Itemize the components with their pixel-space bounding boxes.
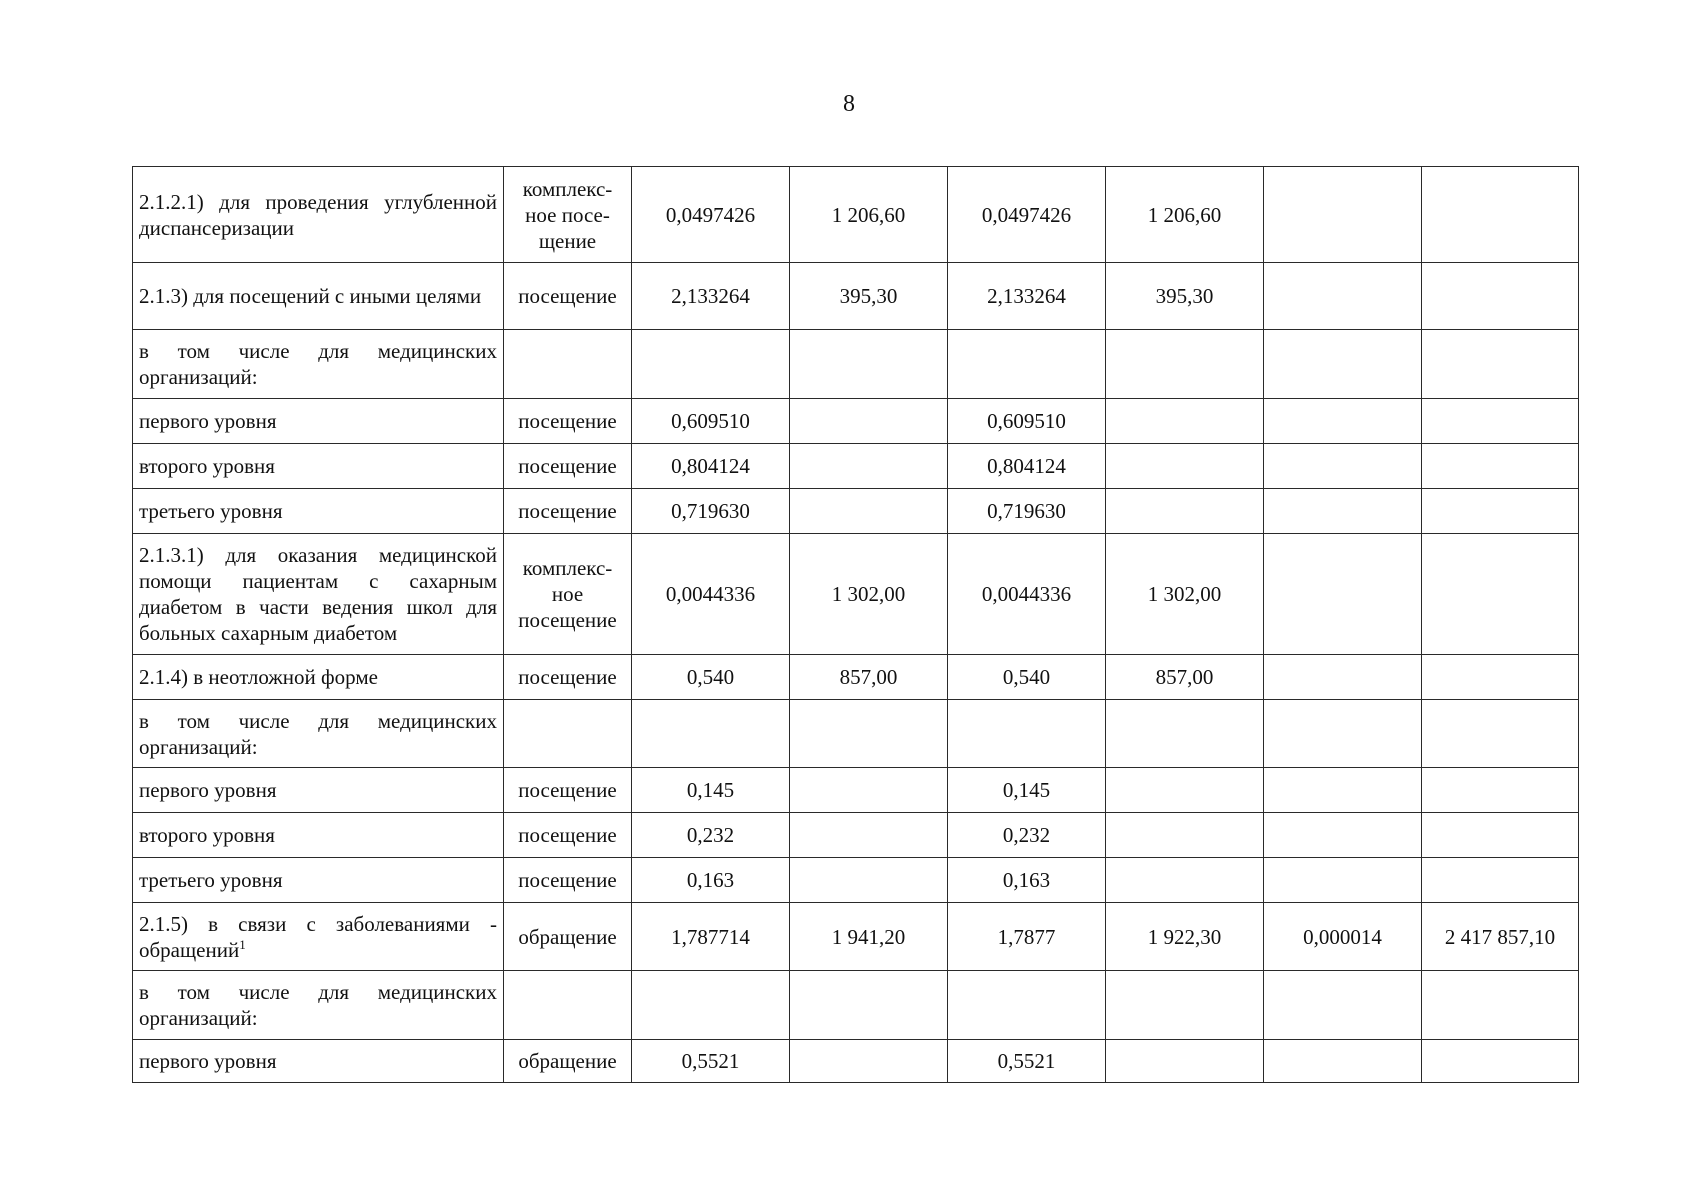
- value-cell: 1 922,30: [1106, 903, 1264, 971]
- value-cell: [1422, 399, 1579, 444]
- row-unit-cell: посещение: [504, 858, 632, 903]
- value-cell: [1106, 858, 1264, 903]
- value-cell: [1422, 700, 1579, 768]
- value-cell: [1106, 971, 1264, 1040]
- value-cell: 0,145: [632, 768, 790, 813]
- value-cell: [1106, 700, 1264, 768]
- value-cell: [1106, 768, 1264, 813]
- value-cell: [1422, 971, 1579, 1040]
- value-cell: 1 302,00: [1106, 534, 1264, 655]
- value-cell: [790, 444, 948, 489]
- table-row: [133, 700, 1579, 768]
- row-name-cell: 2.1.4) в неотложной форме: [133, 655, 504, 700]
- value-cell: 0,719630: [948, 489, 1106, 534]
- value-cell: 0,232: [948, 813, 1106, 858]
- value-cell: 0,163: [632, 858, 790, 903]
- value-cell: [1264, 399, 1422, 444]
- value-cell: 0,5521: [632, 1040, 790, 1083]
- value-cell: [790, 858, 948, 903]
- value-cell: 0,804124: [632, 444, 790, 489]
- value-cell: [790, 330, 948, 399]
- value-cell: [1264, 858, 1422, 903]
- value-cell: [1422, 534, 1579, 655]
- row-name-cell: в том числе для медицинских организаций:: [133, 330, 504, 399]
- row-name-text: 2.1.5) в связи с заболеваниями - обращений: [139, 911, 497, 962]
- value-cell: [1422, 655, 1579, 700]
- row-unit-cell: посещение: [504, 444, 632, 489]
- value-cell: [1106, 330, 1264, 399]
- table-row: [133, 444, 1579, 489]
- value-cell: 0,0044336: [632, 534, 790, 655]
- value-cell: 857,00: [790, 655, 948, 700]
- value-cell: [632, 330, 790, 399]
- value-cell: [948, 971, 1106, 1040]
- row-name-cell: второго уровня: [133, 444, 504, 489]
- data-table: [132, 166, 1579, 1083]
- value-cell: [1264, 813, 1422, 858]
- table-row: [133, 330, 1579, 399]
- value-cell: [790, 399, 948, 444]
- table-row: [133, 167, 1579, 263]
- value-cell: [1422, 444, 1579, 489]
- value-cell: [790, 489, 948, 534]
- row-name-cell: 2.1.3.1) для оказания медицинской помощи пациентам с сахарным диабетом в части ведения школ для больных сахарным диабетом: [133, 534, 504, 655]
- value-cell: 1 206,60: [790, 167, 948, 263]
- value-cell: 395,30: [1106, 263, 1264, 330]
- value-cell: [632, 700, 790, 768]
- row-unit-cell: посещение: [504, 655, 632, 700]
- value-cell: 2,133264: [632, 263, 790, 330]
- row-unit-cell: посещение: [504, 263, 632, 330]
- footnote-marker: 1: [239, 936, 246, 952]
- table-row: [133, 534, 1579, 655]
- value-cell: [948, 700, 1106, 768]
- row-name-cell: в том числе для медицинских организаций:: [133, 700, 504, 768]
- table-row: [133, 655, 1579, 700]
- value-cell: [1106, 444, 1264, 489]
- row-unit-cell: посещение: [504, 813, 632, 858]
- row-name-cell: третьего уровня: [133, 489, 504, 534]
- value-cell: 0,0497426: [948, 167, 1106, 263]
- value-cell: [790, 700, 948, 768]
- value-cell: [1264, 167, 1422, 263]
- value-cell: [1422, 489, 1579, 534]
- value-cell: [790, 813, 948, 858]
- value-cell: 0,609510: [632, 399, 790, 444]
- row-name-cell: 2.1.3) для посещений с иными целями: [133, 263, 504, 330]
- row-name-cell: третьего уровня: [133, 858, 504, 903]
- table-row: [133, 903, 1579, 971]
- row-name-cell: в том числе для медицинских организаций:: [133, 971, 504, 1040]
- value-cell: [1264, 489, 1422, 534]
- value-cell: 0,540: [948, 655, 1106, 700]
- value-cell: 0,163: [948, 858, 1106, 903]
- value-cell: 1 941,20: [790, 903, 948, 971]
- value-cell: 1,787714: [632, 903, 790, 971]
- row-unit-cell: [504, 330, 632, 399]
- value-cell: 0,0497426: [632, 167, 790, 263]
- value-cell: [1422, 813, 1579, 858]
- row-unit-cell: комплекс-ное посещение: [504, 534, 632, 655]
- table-row: [133, 263, 1579, 330]
- value-cell: [1422, 768, 1579, 813]
- value-cell: 2,133264: [948, 263, 1106, 330]
- value-cell: 0,232: [632, 813, 790, 858]
- value-cell: 0,609510: [948, 399, 1106, 444]
- value-cell: 0,540: [632, 655, 790, 700]
- value-cell: 857,00: [1106, 655, 1264, 700]
- row-unit-cell: [504, 700, 632, 768]
- value-cell: 0,804124: [948, 444, 1106, 489]
- value-cell: 395,30: [790, 263, 948, 330]
- value-cell: 1 302,00: [790, 534, 948, 655]
- value-cell: [1106, 1040, 1264, 1083]
- value-cell: [790, 1040, 948, 1083]
- value-cell: [1264, 263, 1422, 330]
- value-cell: 1 206,60: [1106, 167, 1264, 263]
- value-cell: [1264, 444, 1422, 489]
- value-cell: [1264, 768, 1422, 813]
- row-name-cell: 2.1.2.1) для проведения углубленной диспансеризации: [133, 167, 504, 263]
- table-row: [133, 858, 1579, 903]
- value-cell: [1264, 330, 1422, 399]
- value-cell: [1106, 813, 1264, 858]
- value-cell: [632, 971, 790, 1040]
- value-cell: [1264, 655, 1422, 700]
- value-cell: [1264, 700, 1422, 768]
- row-name-cell: первого уровня: [133, 1040, 504, 1083]
- value-cell: 0,719630: [632, 489, 790, 534]
- row-name-cell: первого уровня: [133, 399, 504, 444]
- value-cell: 2 417 857,10: [1422, 903, 1579, 971]
- value-cell: [1106, 489, 1264, 534]
- value-cell: 0,5521: [948, 1040, 1106, 1083]
- value-cell: [1422, 858, 1579, 903]
- row-name-cell: второго уровня: [133, 813, 504, 858]
- value-cell: 0,0044336: [948, 534, 1106, 655]
- table-row: [133, 489, 1579, 534]
- value-cell: [790, 768, 948, 813]
- row-unit-cell: посещение: [504, 399, 632, 444]
- table-row: [133, 813, 1579, 858]
- row-unit-cell: [504, 971, 632, 1040]
- value-cell: 1,7877: [948, 903, 1106, 971]
- value-cell: [948, 330, 1106, 399]
- value-cell: [1264, 534, 1422, 655]
- value-cell: [1106, 399, 1264, 444]
- value-cell: [1422, 167, 1579, 263]
- row-unit-cell: посещение: [504, 489, 632, 534]
- value-cell: 0,145: [948, 768, 1106, 813]
- table-row: [133, 1040, 1579, 1083]
- value-cell: [790, 971, 948, 1040]
- row-unit-cell: обращение: [504, 1040, 632, 1083]
- value-cell: 0,000014: [1264, 903, 1422, 971]
- value-cell: [1422, 330, 1579, 399]
- row-unit-cell: комплекс-ное посе-щение: [504, 167, 632, 263]
- row-unit-cell: обращение: [504, 903, 632, 971]
- table-row: [133, 971, 1579, 1040]
- value-cell: [1422, 263, 1579, 330]
- row-unit-cell: посещение: [504, 768, 632, 813]
- value-cell: [1264, 1040, 1422, 1083]
- value-cell: [1422, 1040, 1579, 1083]
- table-row: [133, 399, 1579, 444]
- table-row: [133, 768, 1579, 813]
- page-number: 8: [843, 91, 855, 117]
- row-name-cell: первого уровня: [133, 768, 504, 813]
- value-cell: [1264, 971, 1422, 1040]
- row-name-cell: [133, 903, 504, 971]
